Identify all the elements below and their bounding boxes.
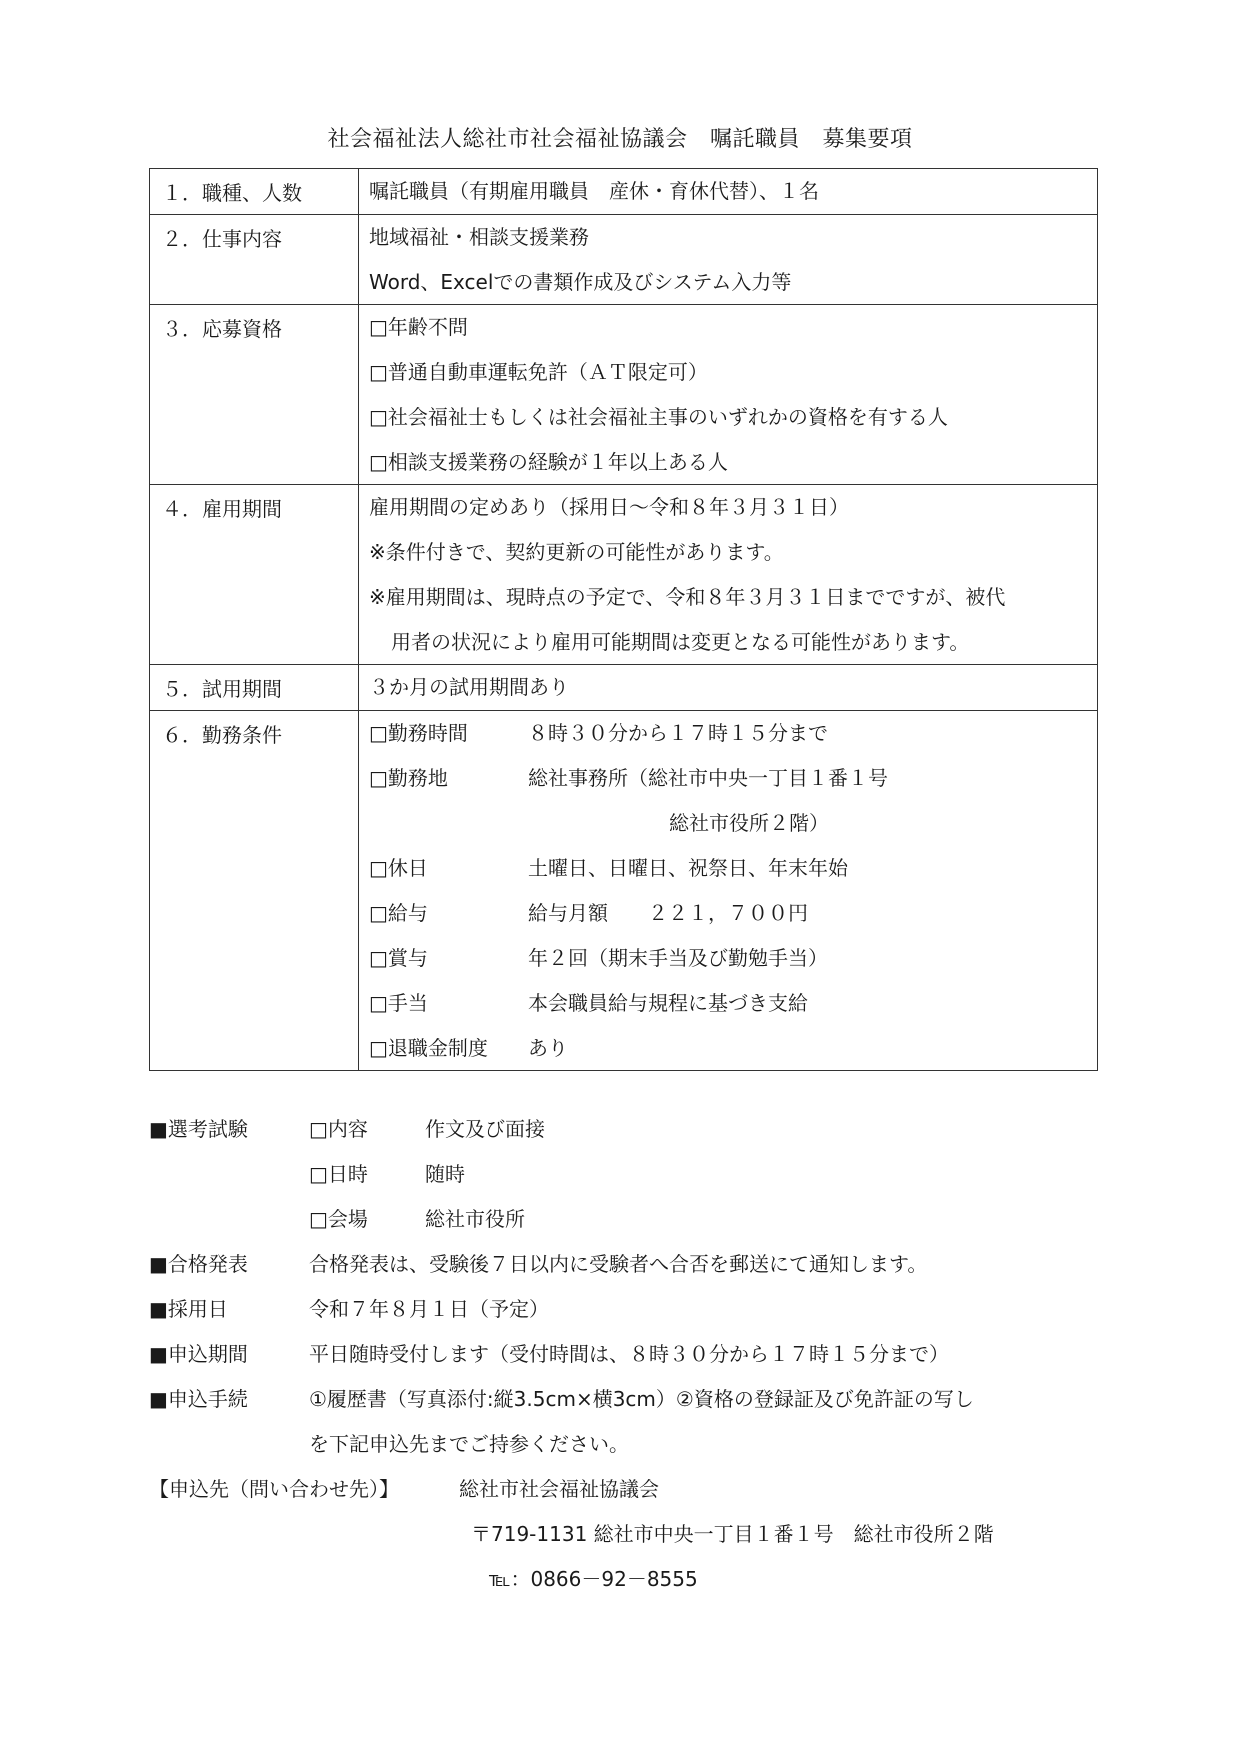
row-text: ３か月の試用期間あり bbox=[369, 675, 569, 699]
condition-key: □給与 bbox=[369, 901, 428, 925]
exam-item bbox=[309, 1160, 465, 1205]
row-label: ２．仕事内容 bbox=[150, 215, 359, 305]
apply-period-row bbox=[149, 1340, 1109, 1385]
qualification-item: □相談支援業務の経験が１年以上ある人 bbox=[369, 450, 728, 474]
exam-row bbox=[149, 1205, 1109, 1250]
section-text: 合格発表は、受験後７日以内に受験者へ合否を郵送にて通知します。 bbox=[309, 1252, 928, 1276]
row-label: ３．応募資格 bbox=[150, 305, 359, 485]
row-label: １．職種、人数 bbox=[150, 169, 359, 215]
row-text: 用者の状況により雇用可能期間は変更となる可能性があります。 bbox=[391, 630, 970, 654]
table-row bbox=[150, 711, 1098, 1071]
condition-item bbox=[369, 854, 1097, 899]
exam-value: 総社市役所 bbox=[425, 1207, 525, 1231]
contact-org: 総社市社会福祉協議会 bbox=[459, 1477, 659, 1501]
contact-heading: 【申込先（問い合わせ先）】 bbox=[149, 1477, 399, 1501]
condition-key: □退職金制度 bbox=[369, 1036, 488, 1060]
exam-row bbox=[149, 1115, 1109, 1160]
condition-item bbox=[369, 764, 1097, 809]
section-heading: ■選考試験 bbox=[149, 1117, 248, 1141]
condition-item bbox=[369, 719, 1097, 764]
section-text-cont: を下記申込先までご持参ください。 bbox=[309, 1432, 629, 1456]
row-content bbox=[359, 215, 1098, 305]
section-heading: ■採用日 bbox=[149, 1297, 228, 1321]
row-content bbox=[359, 665, 1098, 711]
condition-key: □手当 bbox=[369, 991, 428, 1015]
section-heading: ■申込期間 bbox=[149, 1342, 248, 1366]
condition-value: 年２回（期末手当及び勤勉手当） bbox=[528, 946, 828, 970]
exam-value: 作文及び面接 bbox=[425, 1117, 545, 1141]
qualification-item: □社会福祉士もしくは社会福祉主事のいずれかの資格を有する人 bbox=[369, 405, 948, 429]
condition-item bbox=[369, 899, 1097, 944]
row-content bbox=[359, 305, 1098, 485]
row-label: ５．試用期間 bbox=[150, 665, 359, 711]
exam-key: □日時 bbox=[309, 1162, 368, 1186]
qualification-item: □普通自動車運転免許（ＡＴ限定可） bbox=[369, 360, 708, 384]
section-text: 令和７年８月１日（予定） bbox=[309, 1297, 549, 1321]
page-title: 社会福祉法人総社市社会福祉協議会 嘱託職員 募集要項 bbox=[327, 127, 913, 152]
condition-value: 本会職員給与規程に基づき支給 bbox=[528, 991, 808, 1015]
condition-key: □勤務地 bbox=[369, 766, 448, 790]
section-text: 平日随時受付します（受付時間は、８時３０分から１７時１５分まで） bbox=[309, 1342, 949, 1366]
condition-value: あり bbox=[528, 1036, 568, 1060]
details-section bbox=[149, 1115, 1109, 1475]
condition-value: 土曜日、日曜日、祝祭日、年末年始 bbox=[528, 856, 848, 880]
row-text: 嘱託職員（有期雇用職員 産休・育休代替）、１名 bbox=[369, 179, 819, 203]
section-heading: ■合格発表 bbox=[149, 1252, 248, 1276]
contact-block bbox=[149, 1475, 994, 1610]
announce-row bbox=[149, 1250, 1109, 1295]
row-content bbox=[359, 711, 1098, 1071]
row-content bbox=[359, 169, 1098, 215]
contact-tel: ℡：0866－92－8555 bbox=[489, 1567, 698, 1591]
condition-key: □休日 bbox=[369, 856, 428, 880]
section-heading: ■申込手続 bbox=[149, 1387, 248, 1411]
apply-procedure-row bbox=[149, 1385, 1109, 1430]
hire-date-row bbox=[149, 1295, 1109, 1340]
exam-item bbox=[309, 1115, 545, 1160]
row-content bbox=[359, 485, 1098, 665]
table-row bbox=[150, 169, 1098, 215]
condition-value: 給与月額 ２２１，７００円 bbox=[528, 901, 808, 925]
condition-key: □勤務時間 bbox=[369, 721, 468, 745]
table-row bbox=[150, 305, 1098, 485]
table-row bbox=[150, 665, 1098, 711]
condition-item bbox=[369, 989, 1097, 1034]
exam-item bbox=[309, 1205, 525, 1250]
row-label: ４．雇用期間 bbox=[150, 485, 359, 665]
row-text: ※雇用期間は、現時点の予定で、令和８年３月３１日までですが、被代 bbox=[369, 585, 1006, 609]
requirements-table bbox=[149, 168, 1098, 1071]
row-label: ６．勤務条件 bbox=[150, 711, 359, 1071]
row-text: 雇用期間の定めあり（採用日～令和８年３月３１日） bbox=[369, 495, 849, 519]
exam-key: □会場 bbox=[309, 1207, 368, 1231]
contact-address: 〒719-1131 総社市中央一丁目１番１号 総社市役所２階 bbox=[471, 1522, 994, 1546]
table-row bbox=[150, 485, 1098, 665]
condition-item bbox=[369, 1034, 1097, 1062]
condition-value-cont: 総社市役所２階） bbox=[669, 811, 829, 835]
section-text: ①履歴書（写真添付:縦3.5cm×横3cm）②資格の登録証及び免許証の写し bbox=[309, 1387, 974, 1411]
row-text: ※条件付きで、契約更新の可能性があります。 bbox=[369, 540, 784, 564]
exam-value: 随時 bbox=[425, 1162, 465, 1186]
condition-value: 総社事務所（総社市中央一丁目１番１号 bbox=[528, 766, 888, 790]
table-row bbox=[150, 215, 1098, 305]
row-text: 地域福祉・相談支援業務 bbox=[369, 225, 589, 249]
condition-item bbox=[369, 944, 1097, 989]
exam-key: □内容 bbox=[309, 1117, 368, 1141]
condition-key: □賞与 bbox=[369, 946, 428, 970]
condition-value: ８時３０分から１７時１５分まで bbox=[528, 721, 828, 745]
contact-row bbox=[149, 1475, 994, 1520]
qualification-item: □年齢不問 bbox=[369, 315, 468, 339]
row-text: Word、Excelでの書類作成及びシステム入力等 bbox=[369, 270, 792, 294]
exam-row bbox=[149, 1160, 1109, 1205]
